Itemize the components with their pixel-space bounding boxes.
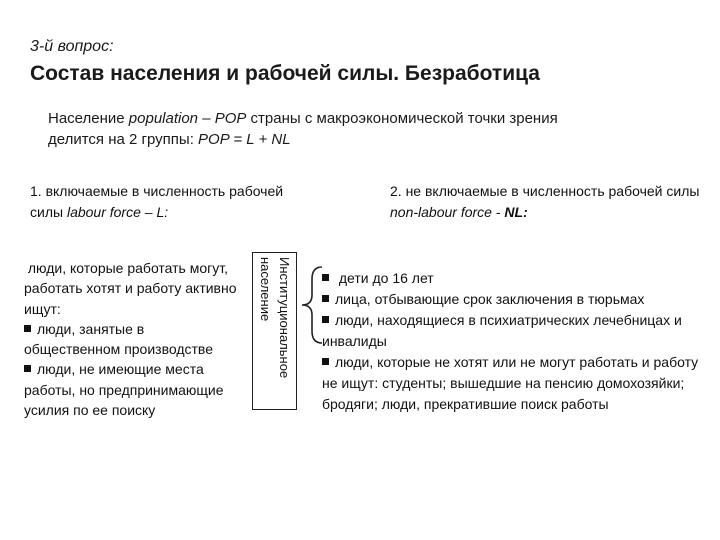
non-labour-force-list <box>322 268 712 415</box>
group-1-term: labour force – L: <box>66 204 169 220</box>
labour-force-intro <box>24 258 244 319</box>
group-1-heading <box>30 181 300 223</box>
intro-text-2: страны с макроэкономической точки зрения делится на 2 группы: <box>48 110 558 148</box>
institutional-population-box <box>252 252 297 410</box>
intro-term: population – POP <box>128 110 247 127</box>
list-item-text: дети до 16 лет <box>338 270 434 286</box>
group-2-abbr: NL: <box>504 204 528 220</box>
list-item <box>24 319 244 360</box>
list-item-text: люди, которые не хотят или не могут работать и работу не ищут: студенты; вышедшие на пенсию домохозяйки; бродяги; люди, прекратившие поиск работы <box>322 354 699 412</box>
list-item <box>24 359 244 420</box>
intro-formula: POP = L + NL <box>198 131 291 148</box>
institutional-population-label: Институциональное население <box>258 257 292 379</box>
group-2-text: 2. не включаемые в численность рабочей силы <box>390 183 700 199</box>
list-item <box>322 310 712 352</box>
square-bullet-icon <box>24 325 31 332</box>
group-2-suffix: - <box>491 204 505 220</box>
group-2-term: non-labour force <box>390 204 492 220</box>
list-item <box>322 352 712 415</box>
list-item-text: люди, не имеющие места работы, но предпринимающие усилия по ее поиску <box>24 361 224 419</box>
curly-brace-icon <box>296 265 324 345</box>
slide-title: Состав населения и рабочей силы. Безработица <box>30 62 540 85</box>
square-bullet-icon <box>322 316 329 323</box>
intro-paragraph <box>48 108 608 150</box>
intro-text-1: Население <box>48 110 129 127</box>
labour-force-intro-text: люди, которые работать могут, работать хотят и работу активно ищут: <box>24 260 237 317</box>
list-item <box>322 268 712 289</box>
square-bullet-icon <box>322 274 329 281</box>
labour-force-list <box>24 258 244 420</box>
list-item <box>322 289 712 310</box>
group-1-text: 1. включаемые в численность рабочей силы <box>30 183 284 220</box>
square-bullet-icon <box>322 358 329 365</box>
square-bullet-icon <box>322 295 329 302</box>
list-item-text: люди, находящиеся в психиатрических лечебницах и инвалиды <box>322 312 682 349</box>
question-heading: 3-й вопрос: <box>30 38 114 55</box>
list-item-text: лица, отбывающие срок заключения в тюрьмах <box>335 291 645 307</box>
list-item-text: люди, занятые в общественном производстве <box>24 320 213 358</box>
group-2-heading <box>390 181 710 223</box>
square-bullet-icon <box>24 365 31 372</box>
